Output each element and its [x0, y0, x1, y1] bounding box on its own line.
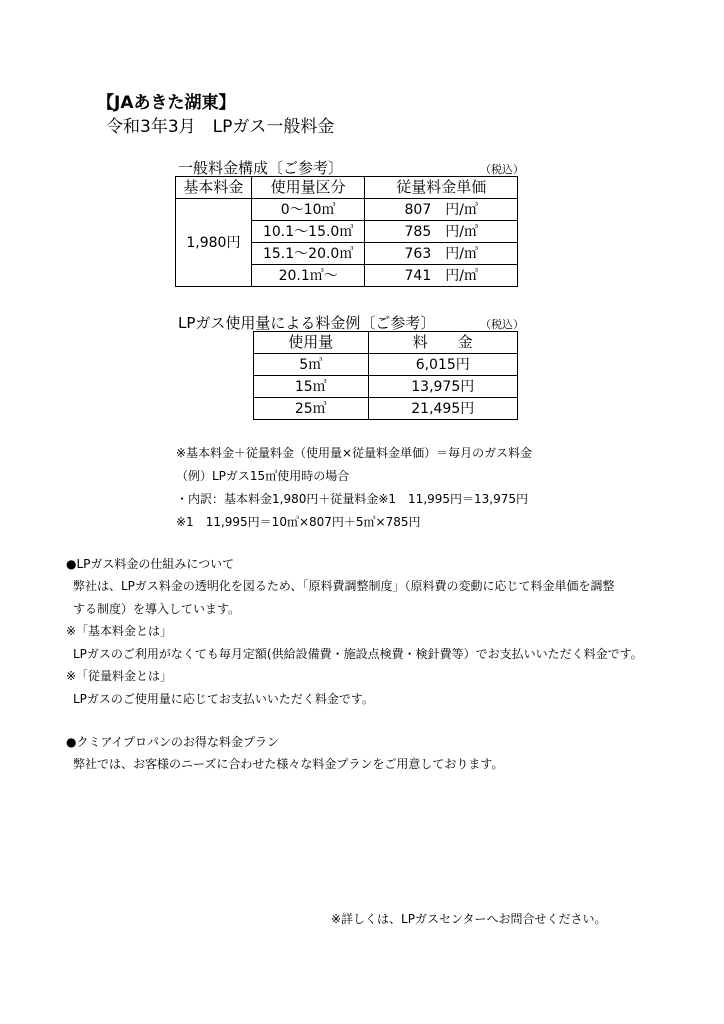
organization-title: 【JAあきた湖東】	[97, 93, 236, 113]
unit-price: 785 円/㎥	[365, 221, 518, 243]
section-text: 弊社は、LPガス料金の透明化を図るため、「原料費調整制度」（原料費の変動に応じて料金単価を調整	[73, 579, 615, 593]
table-row	[254, 376, 518, 398]
rate-table-tax-note: （税込）	[480, 163, 524, 176]
header-usage-range: 使用量区分	[251, 177, 365, 199]
usage-range: 0～10㎥	[251, 199, 365, 221]
section-text: LPガスのご使用量に応じてお支払いいただく料金です。	[73, 692, 374, 706]
section-text: する制度）を導入しています。	[73, 602, 241, 616]
example-table-tax-note: （税込）	[480, 318, 524, 331]
footer-contact-note: ※詳しくは、LPガスセンターへお問合せください。	[331, 912, 607, 926]
section-text: LPガスのご利用がなくても毎月定額(供給設備費・施設点検費・検針費等）でお支払いいただく料金です。	[73, 647, 643, 661]
example-table	[253, 331, 518, 420]
table-row	[254, 398, 518, 420]
fee: 21,495円	[368, 398, 518, 420]
usage: 25㎥	[254, 398, 369, 420]
usage-range: 15.1～20.0㎥	[251, 243, 365, 265]
usage-range: 10.1～15.0㎥	[251, 221, 365, 243]
note-breakdown: ・内訳：基本料金1,980円＋従量料金※1 11,995円＝13,975円	[176, 492, 529, 506]
fee: 13,975円	[368, 376, 518, 398]
example-table-caption: LPガス使用量による料金例〔ご参考〕	[178, 314, 436, 332]
section-heading-pricing: ●LPガス料金の仕組みについて	[66, 557, 235, 571]
section-subheading-usage-fee: ※「従量料金とは」	[66, 669, 173, 683]
note-formula: ※基本料金＋従量料金（使用量×従量料金単価）＝毎月のガス料金	[176, 446, 533, 460]
section-heading-plans: ●クミアイプロパンのお得な料金プラン	[66, 735, 280, 749]
usage: 15㎥	[254, 376, 369, 398]
unit-price: 741 円/㎥	[365, 265, 518, 287]
fee: 6,015円	[368, 354, 518, 376]
note-footnote: ※1 11,995円＝10㎥×807円＋5㎥×785円	[176, 515, 421, 529]
rate-table-header-row	[176, 177, 518, 199]
rate-table	[175, 176, 518, 287]
rate-table-caption: 一般料金構成〔ご参考〕	[178, 159, 344, 177]
usage-range: 20.1㎥～	[251, 265, 365, 287]
note-example: （例）LPガス15㎥使用時の場合	[176, 469, 350, 483]
header-basic-fee: 基本料金	[176, 177, 252, 199]
header-unit-price: 従量料金単価	[365, 177, 518, 199]
header-fee: 料 金	[368, 332, 518, 354]
basic-fee-value: 1,980円	[176, 199, 252, 287]
table-row	[254, 354, 518, 376]
usage: 5㎥	[254, 354, 369, 376]
unit-price: 763 円/㎥	[365, 243, 518, 265]
example-table-header-row	[254, 332, 518, 354]
unit-price: 807 円/㎥	[365, 199, 518, 221]
table-row	[176, 199, 518, 221]
header-usage: 使用量	[254, 332, 369, 354]
section-text: 弊社では、お客様のニーズに合わせた様々な料金プランをご用意しております。	[73, 757, 504, 771]
page-title: 令和3年3月 LPガス一般料金	[106, 117, 335, 137]
section-subheading-basic-fee: ※「基本料金とは」	[66, 624, 173, 638]
